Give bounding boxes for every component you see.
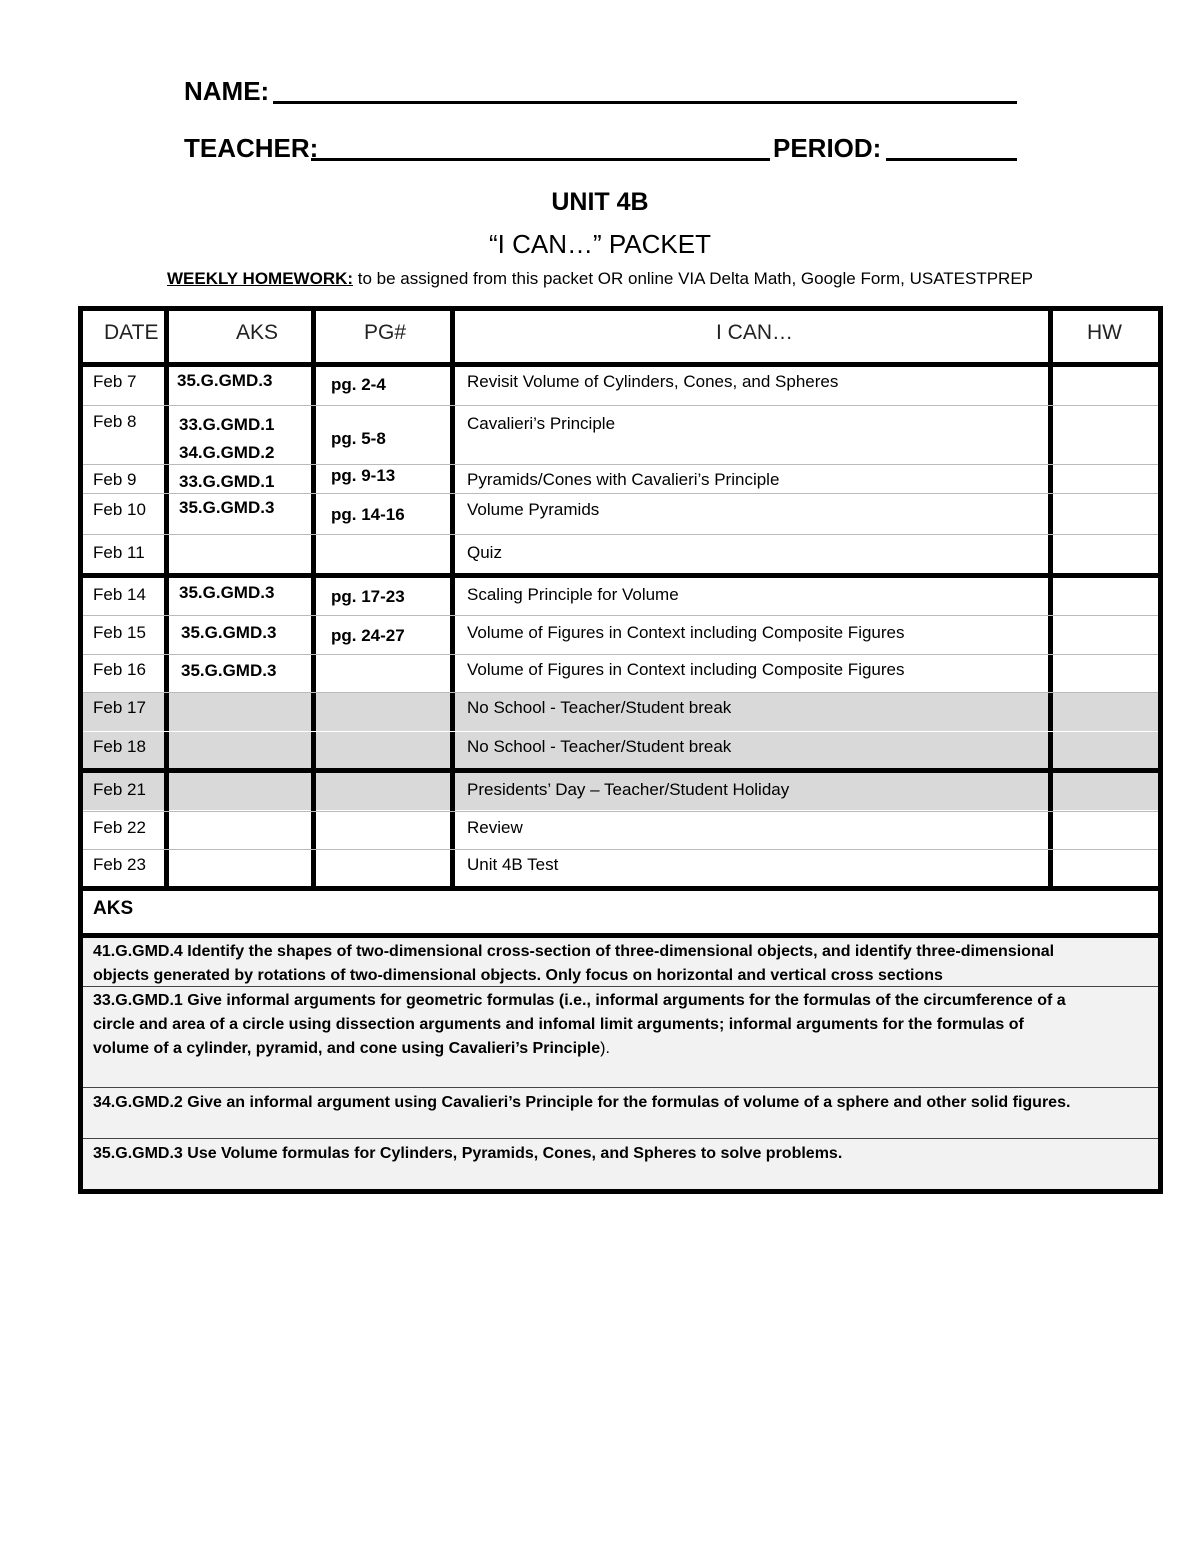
packet-title: “I CAN…” PACKET [489, 229, 711, 259]
week-rule [83, 573, 1158, 578]
pg-cell: pg. 2-4 [331, 375, 386, 394]
row-rule [83, 534, 1158, 535]
ican-cell: Scaling Principle for Volume [467, 585, 679, 604]
ican-cell: No School - Teacher/Student break [467, 698, 732, 717]
aks-cell: 35.G.GMD.3 [181, 623, 277, 642]
aks-line [93, 989, 1153, 1013]
col-divider-4 [1048, 311, 1053, 888]
table-end-rule [83, 886, 1158, 891]
ican-cell: Volume Pyramids [467, 500, 600, 519]
col-header-date: DATE [104, 321, 159, 344]
aks-rule [83, 1138, 1158, 1139]
pg-cell: pg. 5-8 [331, 429, 386, 448]
aks-desc: Use Volume formulas for Cylinders, Pyramids, Cones, and Spheres to solve problems. [182, 1145, 843, 1162]
row-rule [83, 615, 1158, 616]
ican-cell: Volume of Figures in Context including Composite Figures [467, 623, 905, 642]
aks-code: 35.G.GMD.3 [93, 1145, 183, 1162]
aks-standard-41 [93, 940, 1153, 988]
ican-cell: Volume of Figures in Context including Composite Figures [467, 660, 905, 679]
teacher-line [311, 158, 770, 161]
ican-cell: Review [467, 818, 523, 837]
col-divider-3 [450, 311, 455, 888]
week-rule [83, 768, 1158, 773]
date-cell: Feb 21 [93, 780, 146, 799]
ican-cell: Unit 4B Test [467, 855, 559, 874]
unit-title: UNIT 4B [551, 188, 649, 216]
aks-code: 41.G.GMD.4 [93, 943, 183, 960]
date-cell: Feb 18 [93, 737, 146, 756]
row-rule [83, 405, 1158, 406]
aks-line [93, 940, 1153, 964]
aks-line: objects generated by rotations of two-dimensional objects. Only focus on horizontal and vertical cross sections [93, 967, 943, 984]
aks-standard-33 [93, 989, 1153, 1061]
homework-label: WEEKLY HOMEWORK: [166, 269, 354, 288]
teacher-label: TEACHER: [184, 133, 319, 163]
ican-cell: Pyramids/Cones with Cavalieri’s Principle [467, 470, 780, 489]
aks-desc: Identify the shapes of two-dimensional cross-section of three-dimensional objects, and identify three-dimensional [182, 943, 1055, 960]
ican-cell: No School - Teacher/Student break [467, 737, 732, 756]
date-cell: Feb 16 [93, 660, 146, 679]
aks-cell: 35.G.GMD.3 [179, 498, 275, 517]
aks-rule [83, 1087, 1158, 1088]
homework-text: to be assigned from this packet OR online VIA Delta Math, Google Form, USATESTPREP [353, 269, 1034, 288]
col-divider-1 [164, 311, 169, 888]
date-cell: Feb 14 [93, 585, 146, 604]
col-divider-2 [311, 311, 316, 888]
aks-cell: 35.G.GMD.3 [179, 583, 275, 602]
row-rule [83, 654, 1158, 655]
row-rule [83, 811, 1158, 812]
row-rule [83, 731, 1158, 732]
weekly-homework-note [0, 269, 1200, 289]
pg-cell: pg. 9-13 [331, 466, 396, 485]
aks-cell: 33.G.GMD.1 [179, 472, 275, 491]
aks-standard-35 [93, 1142, 1153, 1166]
date-cell: Feb 9 [93, 470, 137, 489]
date-cell: Feb 22 [93, 818, 146, 837]
aks-cell: 35.G.GMD.3 [177, 371, 273, 390]
ican-cell: Presidents’ Day – Teacher/Student Holiday [467, 780, 790, 799]
row-rule [83, 692, 1158, 693]
date-cell: Feb 11 [93, 543, 145, 562]
date-cell: Feb 10 [93, 500, 146, 519]
date-cell: Feb 7 [93, 372, 137, 391]
aks-cell: 33.G.GMD.1 [179, 415, 275, 434]
period-line [886, 158, 1017, 161]
date-cell: Feb 15 [93, 623, 146, 642]
aks-code: 33.G.GMD.1 [93, 992, 183, 1009]
pg-cell: pg. 14-16 [331, 505, 405, 524]
col-header-hw: HW [1087, 321, 1122, 344]
ican-cell: Quiz [467, 543, 502, 562]
col-header-pg: PG# [364, 321, 407, 344]
ican-cell: Revisit Volume of Cylinders, Cones, and Spheres [467, 372, 839, 391]
pg-cell: pg. 24-27 [331, 626, 405, 645]
aks-cell-secondary: 34.G.GMD.2 [179, 443, 275, 462]
aks-standard-34 [93, 1091, 1153, 1115]
row-rule [83, 493, 1158, 494]
aks-cell: 35.G.GMD.3 [181, 661, 277, 680]
aks-line [93, 1091, 1153, 1115]
date-cell: Feb 23 [93, 855, 146, 874]
date-cell: Feb 17 [93, 698, 146, 717]
row-rule [83, 849, 1158, 850]
date-cell: Feb 8 [93, 412, 137, 431]
row-rule [83, 464, 1158, 465]
ican-cell: Cavalieri’s Principle [467, 414, 616, 433]
aks-line: circle and area of a circle using dissection arguments and infomal limit arguments; informal arguments for the formulas of [93, 1016, 1024, 1033]
aks-desc: Give an informal argument using Cavalieri’s Principle for the formulas of volume of a sphere and other solid figures. [182, 1094, 1071, 1111]
aks-code: 34.G.GMD.2 [93, 1094, 183, 1111]
period-label: PERIOD: [773, 133, 882, 163]
aks-line [93, 1142, 1153, 1166]
col-header-aks: AKS [236, 321, 279, 344]
name-line [273, 101, 1017, 104]
header-rule [83, 362, 1158, 367]
col-header-ican: I CAN… [716, 321, 794, 344]
pg-cell: pg. 17-23 [331, 587, 405, 606]
name-label: NAME: [184, 76, 270, 106]
aks-line: volume of a cylinder, pyramid, and cone using Cavalieri’s Principle). [93, 1040, 610, 1057]
aks-desc: Give informal arguments for geometric formulas (i.e., informal arguments for the formulas of the circumference of a [182, 992, 1066, 1009]
aks-title-rule [83, 933, 1158, 938]
aks-section-title: AKS [93, 898, 134, 919]
